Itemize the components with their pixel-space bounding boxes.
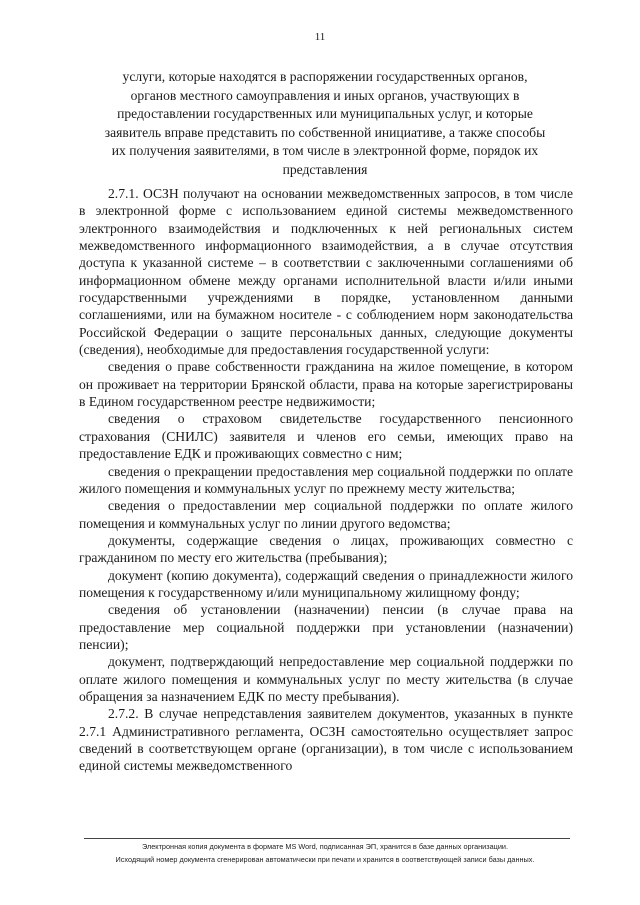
list-item-pension: сведения об установлении (назначении) пенсии (в случае права на предоставление мер социальной поддержки при установлении (назначении) пенсии); <box>79 602 573 652</box>
page-number: 11 <box>314 31 326 43</box>
list-item-cohabitants: документы, содержащие сведения о лицах, проживающих совместно с гражданином по месту его жительства (пребывания); <box>79 532 573 566</box>
section-heading: услуги, которые находятся в распоряжении государственных органов, органов местного самоуправления и иных органов, участвующих в предоставлении государственных или муниципальных услуг, и которые заявитель вправе представить по собственной инициативе, а также способы их получения заявителями, в том числе в электронной форме, порядок их представления <box>104 69 546 177</box>
list-item-non-provision: документ, подтверждающий непредоставление мер социальной поддержки по оплате жилого помещения и коммунальных услуг по месту жительства (в случае обращения за назначением ЕДК по месту пребывания). <box>79 654 573 704</box>
footer-line-2: Исходящий номер документа сгенерирован автоматически при печати и хранится в соответствующей записи базы данных. <box>115 855 535 864</box>
footer-divider <box>84 838 570 839</box>
paragraph-2-7-2: 2.7.2. В случае непредставления заявителем документов, указанных в пункте 2.7.1 Административного регламента, ОСЗН самостоятельно осуществляет запрос сведений в соответствующем органе (организации), в том числе с использованием единой системы межведомственного <box>79 706 573 774</box>
page-footer <box>60 840 590 866</box>
list-item-housing-fund: документ (копию документа), содержащий сведения о принадлежности жилого помещения к государственному и/или муниципальному жилищному фонду; <box>79 567 573 600</box>
list-item-termination: сведения о прекращении предоставления мер социальной поддержки по оплате жилого помещения и коммунальных услуг по прежнему месту жительства; <box>79 463 573 496</box>
list-item-other-agency: сведения о предоставлении мер социальной поддержки по оплате жилого помещения и коммунальных услуг по линии другого ведомства; <box>79 498 573 531</box>
document-body <box>79 185 573 775</box>
list-item-ownership: сведения о праве собственности гражданина на жилое помещение, в котором он проживает на территории Брянской области, права на которые зарегистрированы в Едином государственном реестре недвижимости; <box>79 359 573 410</box>
paragraph-2-7-1: 2.7.1. ОСЗН получают на основании межведомственных запросов, в том числе в электронной форме с использованием единой системы межведомственного электронного взаимодействия и подключенных к ней региональных систем межведомственного информационного взаимодействия, а в случае отсутствия доступа к указанной системе – в соответствии с заключенными соглашениями об информационном обмене между органами исполнительной власти и/или иными государственными учреждениями в порядке, установленном данными соглашениями, или на бумажном носителе - с соблюдением норм законодательства Российской Федерации о защите персональных данных, следующие документы (сведения), необходимые для предоставления государственной услуги: <box>79 186 573 358</box>
list-item-snils: сведения о страховом свидетельстве государственного пенсионного страхования (СНИЛС) заявителя и членов его семьи, имеющих право на предоставление ЕДК и проживающих совместно с ним; <box>79 411 573 462</box>
footer-line-1: Электронная копия документа в формате MS Word, подписанная ЭП, хранится в базе данных организации. <box>141 842 509 851</box>
